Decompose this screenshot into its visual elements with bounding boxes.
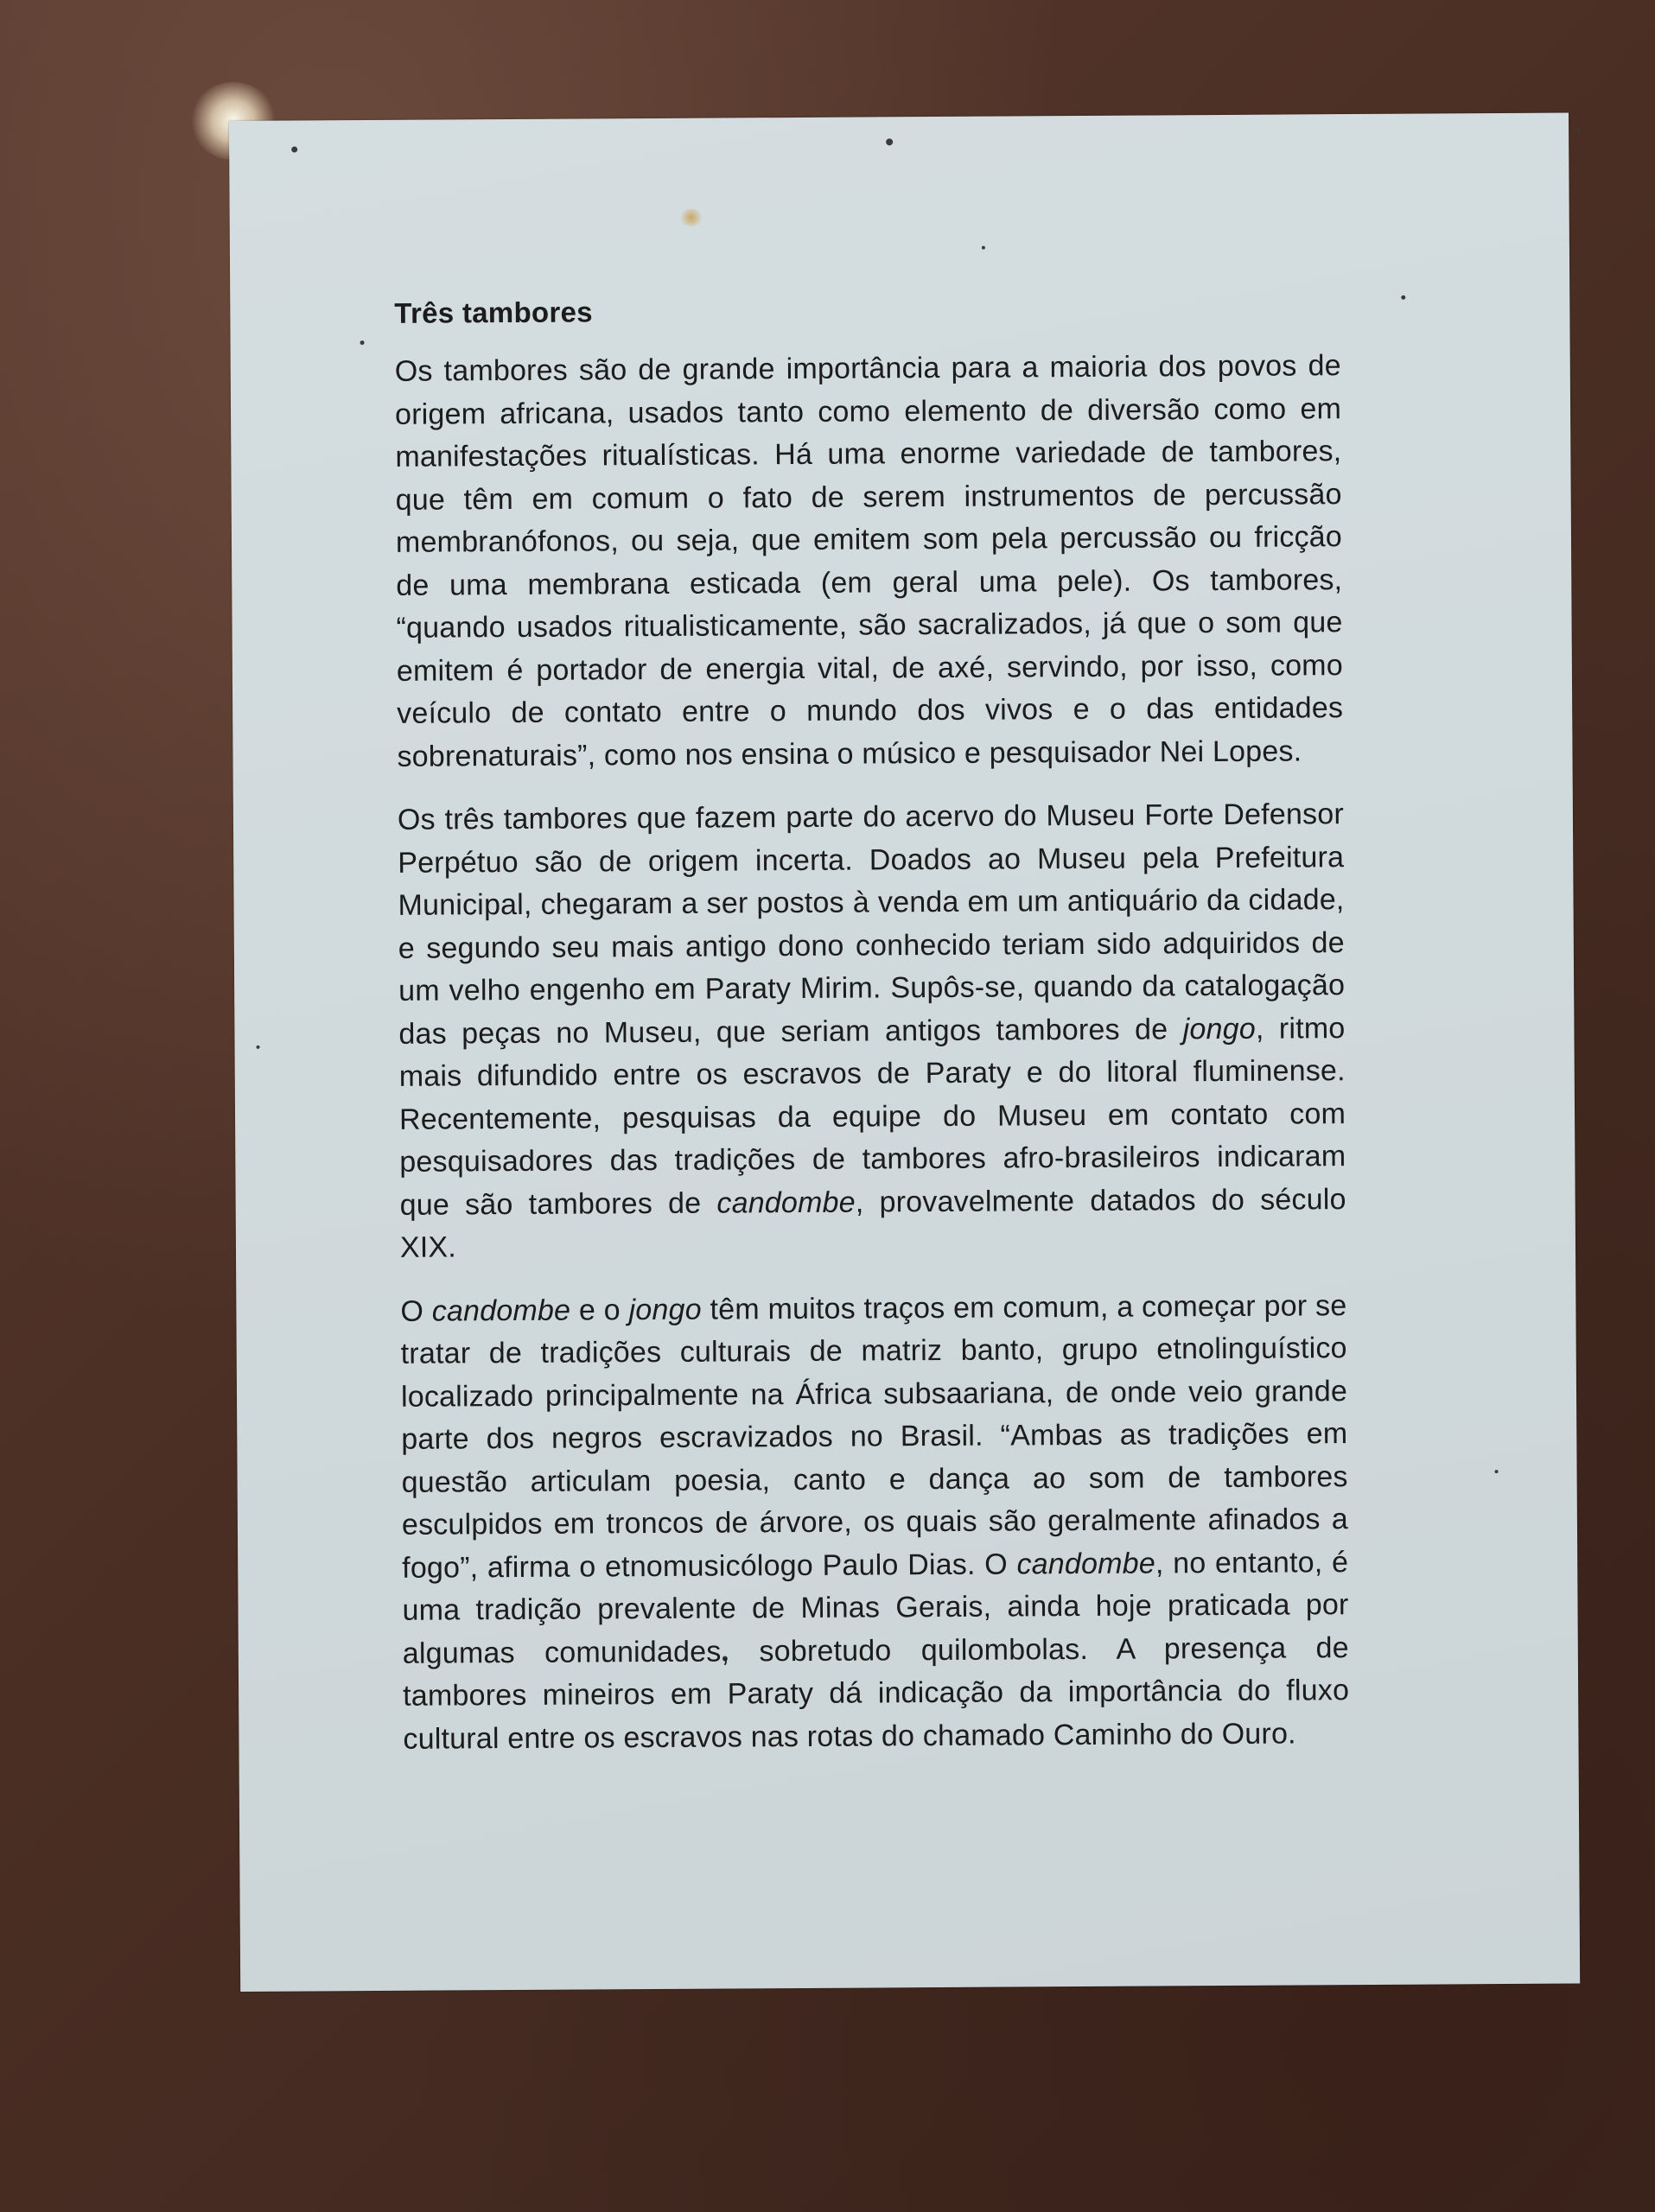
- dust-speck: [360, 340, 365, 345]
- text-run: O: [400, 1294, 432, 1328]
- italic-term: candombe: [716, 1185, 856, 1220]
- dust-speck: [886, 138, 893, 145]
- text-run: Os três tambores que fazem parte do acervo do Museu Forte Defensor Perpétuo são de origem incerta. Doados ao Museu pela Prefeitura Municipal, chegaram a ser postos à venda em um antiquário da cidade, e segundo seu mais antigo dono conhecido teriam sido adquiridos de um velho engenho em Paraty Mirim. Supôs-se, quando da catalogação das peças no Museu, que seriam antigos tambores de: [397, 798, 1346, 1051]
- dust-speck: [1577, 128, 1581, 131]
- italic-term: jongo: [1182, 1012, 1256, 1046]
- text-run: têm muitos traços em comum, a começar por se tratar de tradições culturais de matriz banto, grupo etnolinguístico localizado principalmente na África subsaariana, de onde veio grande parte dos negros escravizados no Brasil. “Ambas as tradições em questão articulam poesia, canto e dança ao som de tambores esculpidos em troncos de árvore, os quais são geralmente afinados a fogo”, afirma o etnomusicólogo Paulo Dias. O: [400, 1288, 1349, 1585]
- body-paragraph: [400, 1285, 1349, 1761]
- paper-stain: [679, 209, 703, 226]
- italic-term: candombe: [431, 1294, 571, 1328]
- dust-speck: [257, 1046, 260, 1049]
- text-run: , provavelmente datados do século XIX.: [399, 1182, 1346, 1264]
- dust-speck: [1401, 296, 1405, 300]
- italic-term: jongo: [628, 1293, 702, 1326]
- text-run: Os tambores são de grande importância para a maioria dos povos de origem africana, usados tanto como elemento de diversão como em manifestações ritualísticas. Há uma enorme variedade de tambores, que têm em comum o fato de serem instrumentos de percussão membranófonos, ou seja, que emitem som pela percussão ou fricção de uma membrana esticada (em geral uma pele). Os tambores, “quando usados ritualisticamente, são sacralizados, já que o som que emitem é portador de energia vital, de axé, servindo, por isso, como veículo de contato entre o mundo dos vivos e o das entidades sobrenaturais”, como nos ensina o músico e pesquisador Nei Lopes.: [394, 349, 1344, 773]
- museum-placard-sheet: [229, 113, 1580, 1992]
- dust-speck: [1495, 1470, 1499, 1473]
- text-run: , ritmo mais difundido entre os escravos de Paraty e do litoral fluminense. Recentemente, pesquisas da equipe do Museu em contato com pesquisadores das tradições de tambores afro-brasileiros indicaram que são tambores de: [398, 1011, 1346, 1222]
- placard-content: [394, 291, 1349, 1782]
- placard-body: [395, 345, 1350, 1761]
- italic-term: candombe: [1016, 1546, 1156, 1580]
- placard-title: Três tambores: [394, 296, 593, 329]
- dust-speck: [291, 147, 297, 153]
- dust-speck: [982, 246, 985, 250]
- text-run: , no entanto, é uma tradição prevalente de Minas Gerais, ainda hoje praticada por algumas comunidades, sobretudo quilombolas. A presença de tambores mineiros em Paraty dá indicação da importância do fluxo cultural entre os escravos nas rotas do chamado Caminho do Ouro.: [402, 1545, 1350, 1756]
- body-paragraph: [398, 793, 1346, 1269]
- body-paragraph: [395, 345, 1344, 779]
- text-run: e o: [570, 1293, 629, 1327]
